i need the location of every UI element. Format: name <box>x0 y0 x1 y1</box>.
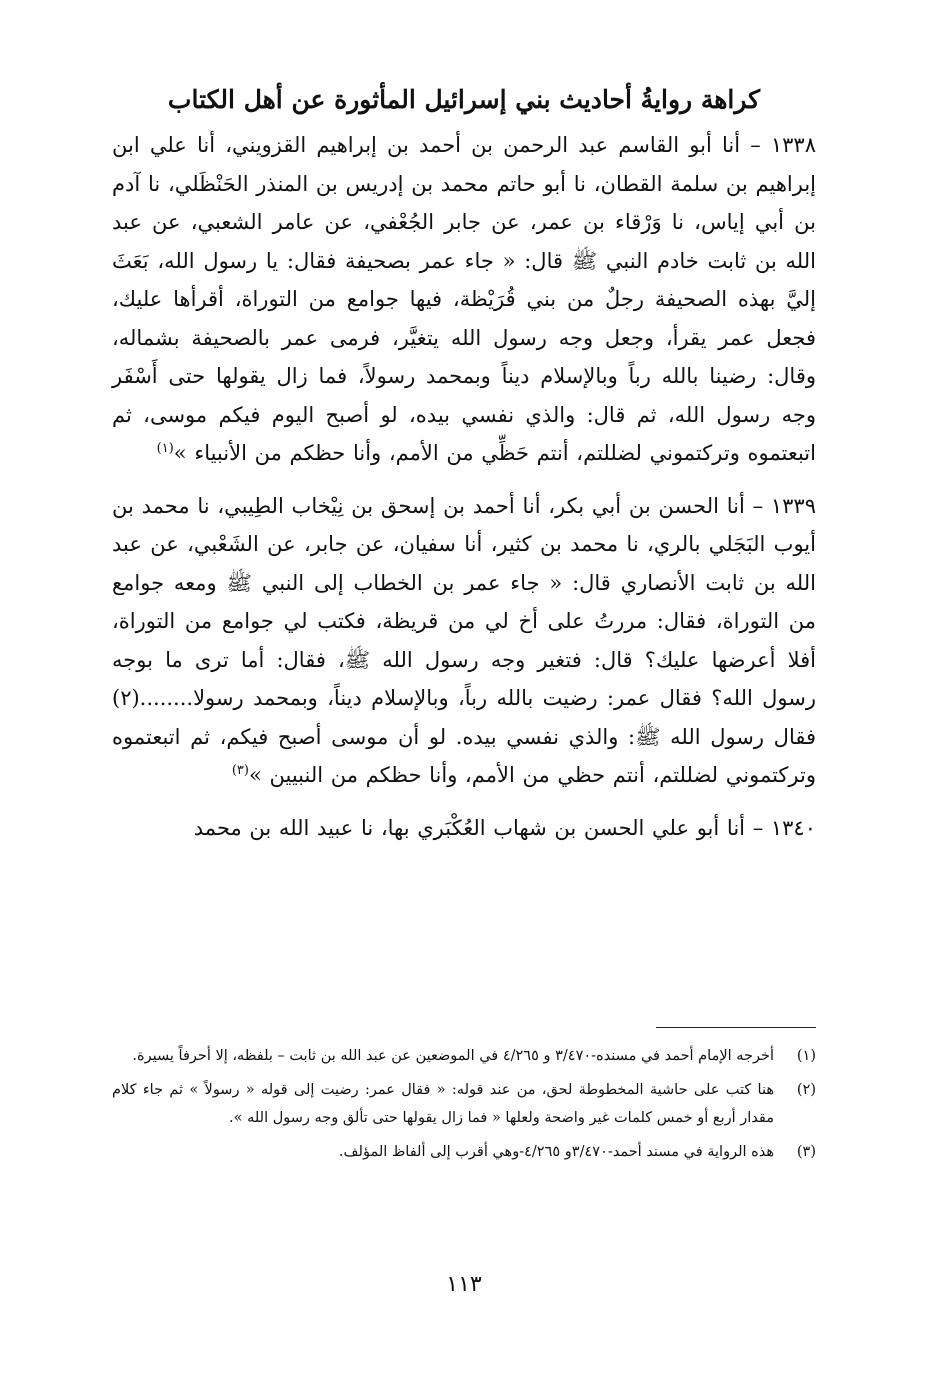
footnote-1 <box>112 1042 816 1070</box>
footnote-number: (٢) <box>796 1082 816 1098</box>
hadith-text: أنا الحسن بن أبي بكر، أنا أحمد بن إسحق بن نِيْخاب الطِيبي، نا محمد بن أيوب البَجَلي بالري، نا محمد بن كثير، أنا سفيان، عن جابر، عن الشَعْبي، عن عبد الله بن ثابت الأنصاري قال: « جاء عمر بن الخطاب إلى النبي ﷺ ومعه جوامع من التوراة، فقال: مررتُ على أخ لي من قريظة، فكتب لي جوامع من التوراة، أفلا أعرضها عليك؟ قال: فتغير وجه رسول الله ﷺ، فقال: أما ترى ما بوجه رسول الله؟ فقال عمر: رضيت بالله رباً، وبالإسلام ديناً، وبمحمد رسولا........(٢) فقال رسول الله ﷺ: والذي نفسي بيده. لو أن موسى أصبح فيكم، ثم اتبعتموه وتركتموني لضللتم، أنتم حظي من الأمم، وأنا حظكم من النبيين » <box>112 493 816 787</box>
number-dash: – <box>752 493 764 518</box>
footnote-number: (١) <box>796 1048 816 1064</box>
hadith-text: أنا أبو القاسم عبد الرحمن بن أحمد بن إبراهيم القزويني، أنا علي ابن إبراهيم بن سلمة القطان، نا أبو حاتم محمد بن إدريس بن المنذر الحَنْظَلي، نا آدم بن أبي إياس، نا وَرْقاء بن عمر، عن جابر الجُعْفي، عن عامر الشعبي، عن عبد الله بن ثابت خادم النبي ﷺ قال: « جاء عمر بصحيفة فقال: يا رسول الله، بَعَثَ إليَّ بهذه الصحيفة رجلٌ من بني قُرَيْظة، فيها جوامع من التوراة، أقرأها عليك، فجعل عمر يقرأ، وجعل وجه رسول الله يتغيَّر، فرمى عمر بالصحيفة بشماله، وقال: رضينا بالله رباً وبالإسلام ديناً وبمحمد رسولاً، فما زال يقولها حتى أَسْفَر وجه رسول الله، ثم قال: والذي نفسي بيده، لو أصبح اليوم فيكم موسى، ثم اتبعتموه وتركتموني لضللتم، أنتم حَظِّي من الأمم، وأنا حظكم من الأنبياء » <box>112 133 816 465</box>
footnote-reference: (٣) <box>231 763 249 778</box>
footnote-reference: (١) <box>156 441 174 456</box>
footnote-2 <box>112 1076 816 1132</box>
footnote-text: هذه الرواية في مسند أحمد-٣/٤٧٠و ٤/٢٦٥-وهي أقرب إلى ألفاظ المؤلف. <box>338 1144 774 1160</box>
hadith-number: ١٣٣٨ <box>770 133 816 157</box>
number-dash: – <box>750 133 761 157</box>
number-dash: – <box>752 815 764 840</box>
footnote-3 <box>112 1138 816 1166</box>
hadith-number: ١٣٤٠ <box>770 815 816 840</box>
hadith-entry-1339 <box>112 487 816 795</box>
footnote-text: أخرجه الإمام أحمد في مسنده-٣/٤٧٠ و ٤/٢٦٥ في الموضعين عن عبد الله بن ثابت – بلفظه، إلا أحرفاً يسيرة. <box>132 1048 774 1064</box>
page-heading: كراهة روايةُ أحاديث بني إسرائيل المأثورة عن أهل الكتاب <box>167 85 761 114</box>
footnote-divider <box>656 1027 816 1028</box>
footnote-text: هنا كتب على حاشية المخطوطة لحق، من عند قوله: « فقال عمر: رضيت إلى قوله « رسولاً » ثم جاء كلام مقدار أربع أو خمس كلمات غير واضحة ولعلها « فما زال يقولها حتى تألق وجه رسول الله ». <box>112 1082 774 1126</box>
hadith-entry-1338 <box>112 126 816 473</box>
page-number: ١١٣ <box>446 1272 482 1297</box>
hadith-entry-1340 <box>112 809 816 848</box>
footnote-number: (٣) <box>796 1144 816 1160</box>
hadith-number: ١٣٣٩ <box>770 493 816 518</box>
hadith-text: أنا أبو علي الحسن بن شهاب العُكْبَري بها، نا عبيد الله بن محمد <box>193 815 745 840</box>
footnotes-section <box>112 1042 816 1172</box>
